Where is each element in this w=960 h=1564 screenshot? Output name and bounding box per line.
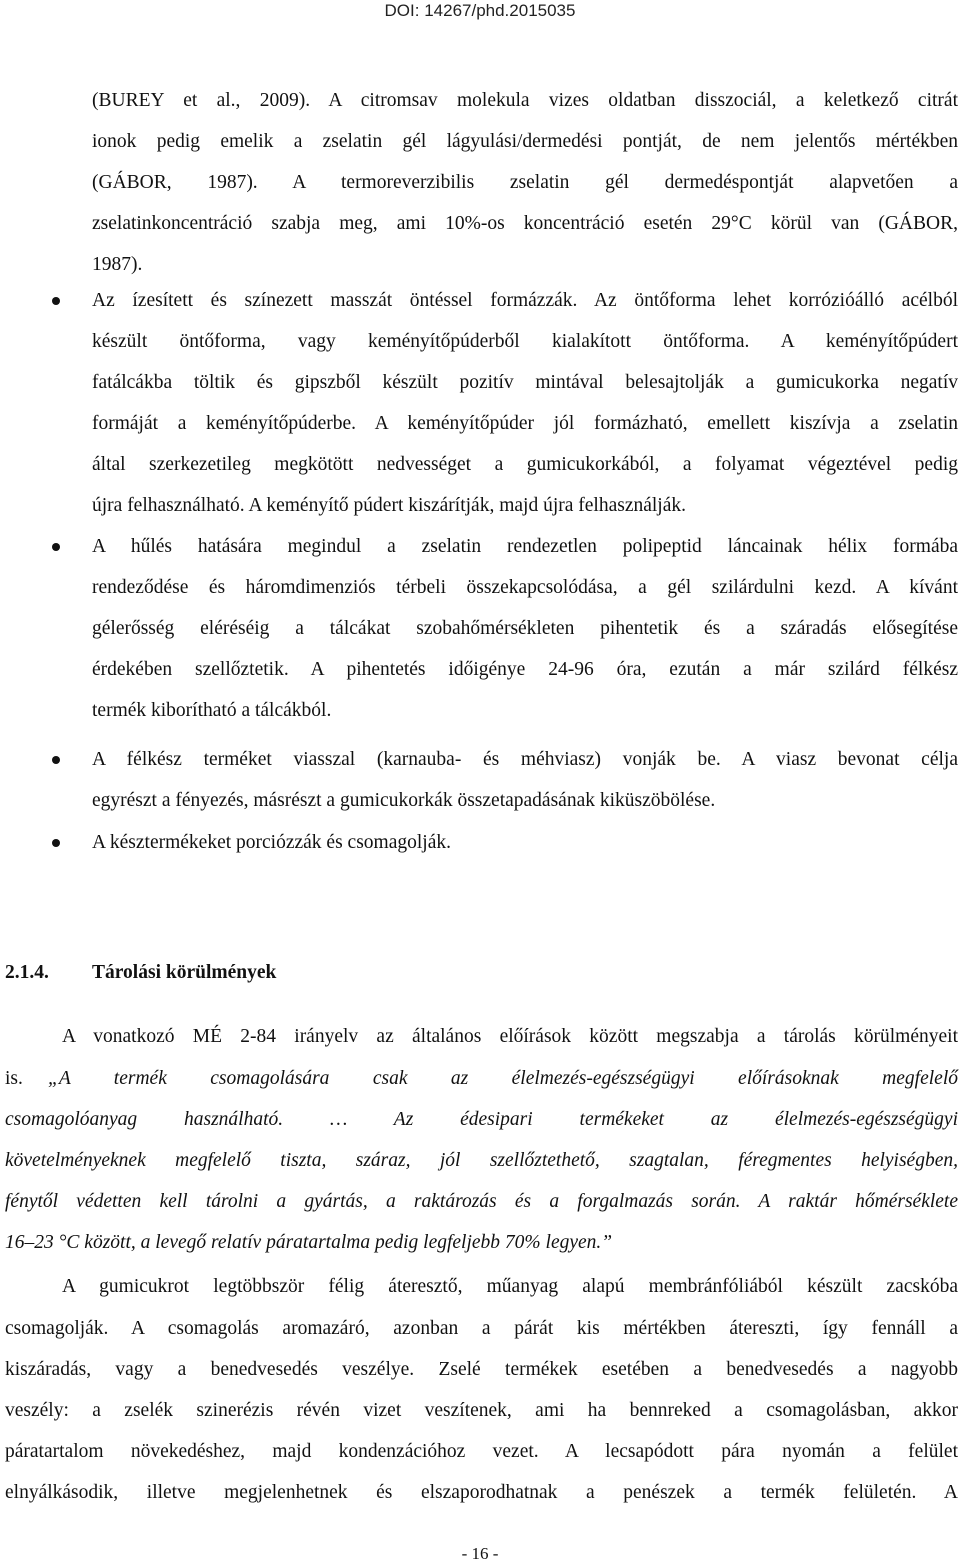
quote-line: 16–23 °C között, a levegő relatív páratartalma pedig legfeljebb 70% legyen.” (5, 1232, 613, 1253)
doi-header: DOI: 14267/phd.2015035 (384, 1, 576, 20)
text-line: termék kiborítható a tálcákból. (92, 700, 332, 721)
text-line: páratartalom növekedéshez, majd kondenzációhoz vezet. A lecsapódott pára nyomán a felület (5, 1441, 958, 1462)
text-line: A hűlés hatására megindul a zselatin rendezetlen polipeptid láncainak hélix formába (92, 536, 958, 557)
text-line: érdekében szellőztetik. A pihentetés időigénye 24-96 óra, ezután a már szilárd félkész (92, 659, 958, 680)
bullet-dot-icon (52, 297, 60, 305)
text-line: egyrészt a fényezés, másrészt a gumicukorkák összetapadásának kiküszöbölése. (92, 790, 716, 811)
text-line: (BUREY et al., 2009). A citromsav molekula vizes oldatban disszociál, a keletkező citrát (92, 90, 958, 111)
text-line: formáját a keményítőpúderbe. A keményítőpúder jól formázható, emellett kiszívja a zselatin (92, 413, 958, 434)
quote-line: követelményeknek megfelelő tiszta, száraz, jól szellőztethető, szagtalan, féregmentes helyiségben, (5, 1150, 958, 1171)
text-line: 1987). (92, 254, 143, 275)
text-line: elnyálkásodik, illetve megjelenhetnek és elszaporodhatnak a penészek a termék felületén. A (5, 1482, 958, 1503)
text-line: A félkész terméket viasszal (karnauba- és méhviasz) vonják be. A viasz bevonat célja (92, 749, 958, 770)
text-line: A vonatkozó MÉ 2-84 irányelv az általános előírások között megszabja a tárolás körülményeit (62, 1026, 958, 1047)
section-number: 2.1.4. (5, 962, 49, 983)
page-number: - 16 - (461, 1544, 499, 1563)
text-line: készült öntőforma, vagy keményítőpúderből kialakított öntőforma. A keményítőpúdert (92, 331, 958, 352)
section-title: Tárolási körülmények (92, 962, 277, 983)
bullet-dot-icon (52, 543, 60, 551)
text-line: gélerősség eléréséig a tálcákat szobahőmérsékleten pihentetik és a száradás elősegítése (92, 618, 958, 639)
text-line: A késztermékeket porciózzák és csomagolják. (92, 832, 451, 853)
text-line: újra felhasználható. A keményítő púdert kiszárítják, majd újra felhasználják. (92, 495, 686, 516)
text-line: zselatinkoncentráció szabja meg, ami 10%-os koncentráció esetén 29°C körül van (GÁBOR, (92, 213, 958, 234)
text-line: rendeződése és háromdimenziós térbeli összekapcsolódása, a gél szilárdulni kezd. A kívánt (92, 577, 958, 598)
text-line: fatálcákba töltik és gipszből készült pozitív mintával belesajtolják a gumicukorka negatív (92, 372, 958, 393)
text-line: veszély: a zselék szinerézis révén vizet veszítenek, ami ha bennreked a csomagolásban, akkor (5, 1400, 958, 1421)
text-line: is. (5, 1068, 23, 1089)
text-line: csomagolják. A csomagolás aromazáró, azonban a párát kis mértékben átereszti, így fennáll a (5, 1318, 958, 1339)
quote-line: csomagolóanyag használható. … Az édesipari termékeket az élelmezés-egészségügyi (5, 1109, 958, 1130)
quote-line: „A termék csomagolására csak az élelmezés-egészségügyi előírásoknak megfelelő (48, 1068, 958, 1089)
text-line: (GÁBOR, 1987). A termoreverzibilis zselatin gél dermedéspontját alapvetően a (92, 172, 958, 193)
text-line: A gumicukrot legtöbbször félig áteresztő, műanyag alapú membránfóliából készült zacskóba (62, 1276, 958, 1297)
text-line: ionok pedig emelik a zselatin gél lágyulási/dermedési pontját, de nem jelentős mértékben (92, 131, 958, 152)
text-line: kiszáradás, vagy a benedvesedés veszélye. Zselé termékek esetében a benedvesedés a nagyobb (5, 1359, 958, 1380)
text-line: Az ízesített és színezett masszát öntéssel formázzák. Az öntőforma lehet korrózióálló acélból (92, 290, 958, 311)
bullet-dot-icon (52, 839, 60, 847)
text-line: által szerkezetileg megkötött nedvességet a gumicukorkából, a folyamat végeztével pedig (92, 454, 958, 475)
bullet-dot-icon (52, 756, 60, 764)
quote-line: fénytől védetten kell tárolni a gyártás, a raktározás és a forgalmazás során. A raktár hőmérséklete (5, 1191, 958, 1212)
